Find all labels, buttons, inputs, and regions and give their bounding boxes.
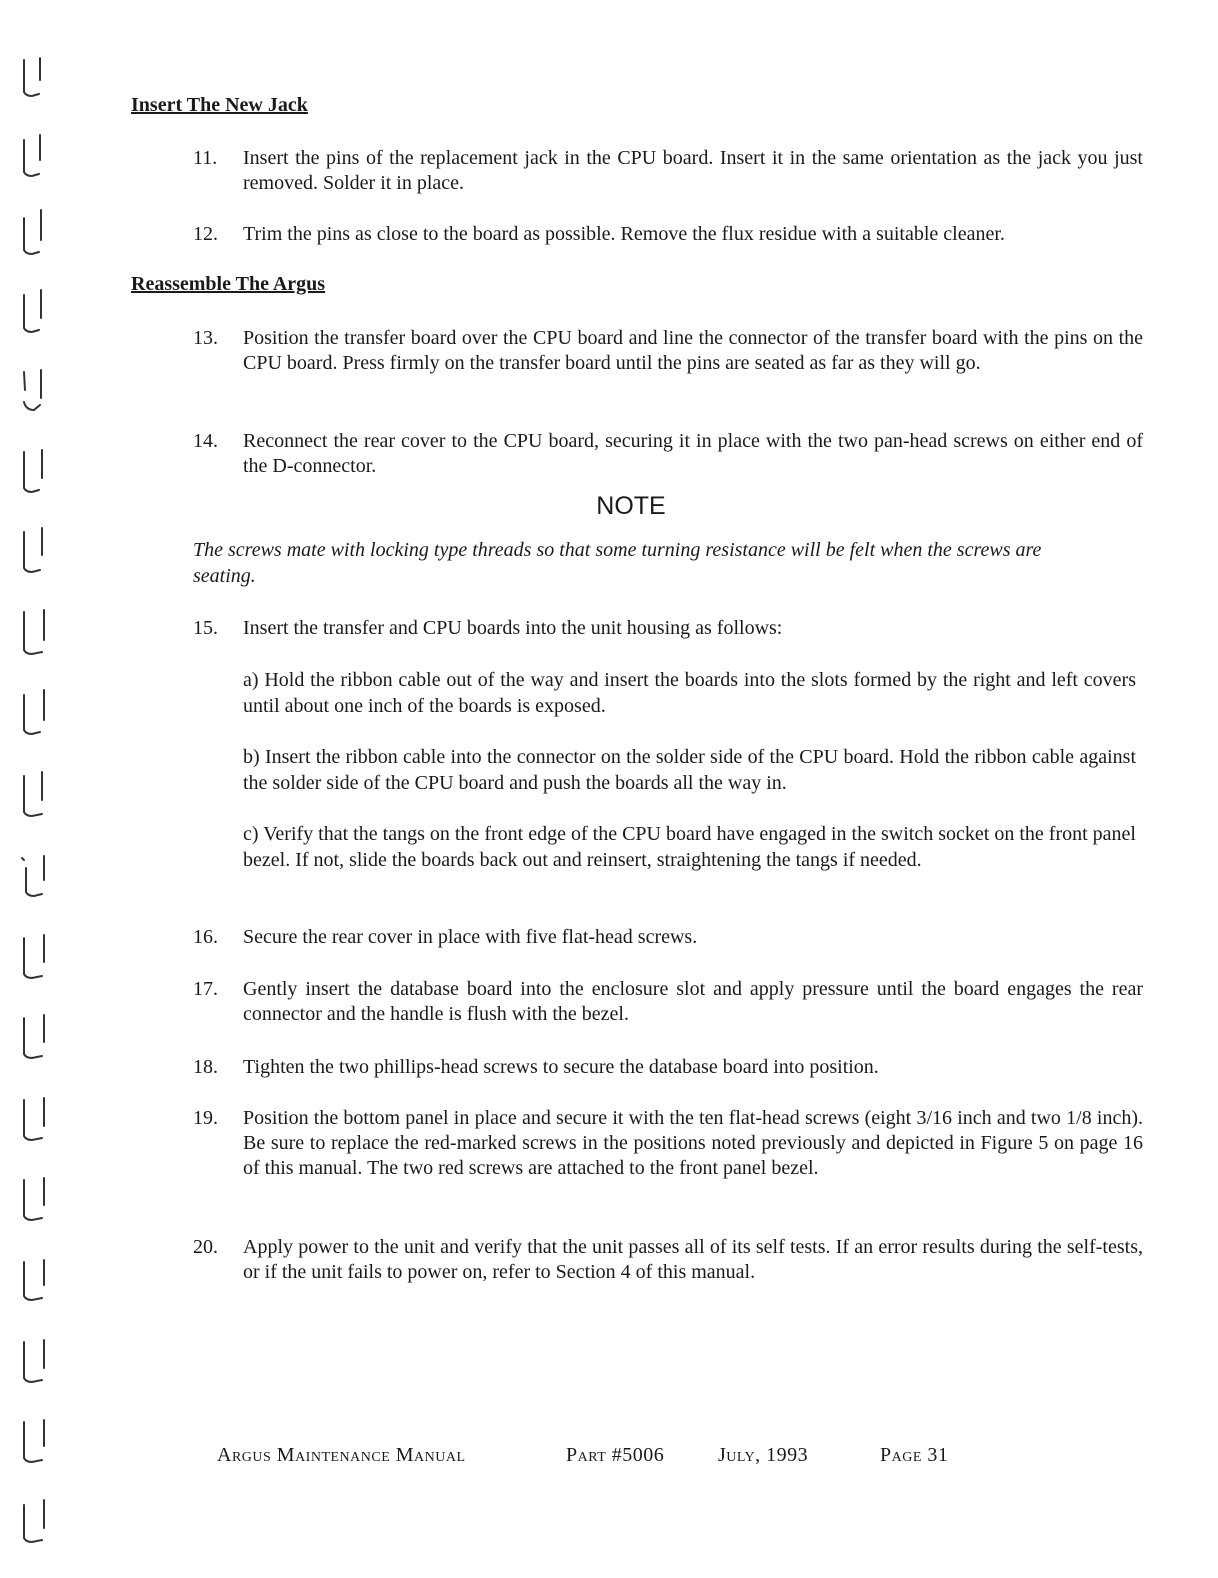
step-number: 18.	[193, 1056, 218, 1078]
step-15	[193, 616, 1143, 641]
substep-b: b) Insert the ribbon cable into the connector on the solder side of the CPU board. Hold the ribbon cable against the solder side of the CPU board and push the boards all the way in.	[243, 746, 1136, 794]
step-number: 20.	[193, 1236, 218, 1258]
footer-page-number: Page 31	[880, 1444, 949, 1466]
step-text: Position the bottom panel in place and secure it with the ten flat-head screws (eight 3/16 inch and two 1/8 inch). Be sure to replace the red-marked screws in the positions noted previously and depicted in Figure 5 on page 16 of this manual. The two red screws are attached to the front panel bezel.	[243, 1107, 1143, 1179]
footer-date: July, 1993	[718, 1444, 809, 1466]
note-title: NOTE	[596, 492, 666, 520]
step-20	[193, 1235, 1143, 1285]
step-13	[193, 326, 1143, 376]
step-number: 12.	[193, 223, 218, 245]
step-18	[193, 1055, 1143, 1080]
section-heading-reassemble: Reassemble The Argus	[131, 273, 326, 295]
step-11	[193, 146, 1143, 196]
step-number: 11.	[193, 147, 218, 169]
step-text: Insert the transfer and CPU boards into the unit housing as follows:	[243, 617, 783, 639]
step-12	[193, 222, 1143, 247]
step-17	[193, 977, 1143, 1027]
step-number: 19.	[193, 1107, 218, 1129]
step-text: Trim the pins as close to the board as possible. Remove the flux residue with a suitable cleaner.	[243, 223, 1005, 245]
footer-manual-title: Argus Maintenance Manual	[217, 1444, 466, 1466]
step-text: Position the transfer board over the CPU board and line the connector of the transfer board with the pins on the CPU board. Press firmly on the transfer board until the pins are seated as far as they will go.	[243, 327, 1143, 374]
substep-c: c) Verify that the tangs on the front edge of the CPU board have engaged in the switch socket on the front panel bezel. If not, slide the boards back out and reinsert, straightening the tangs if needed.	[243, 823, 1136, 871]
step-text: Secure the rear cover in place with five flat-head screws.	[243, 926, 698, 948]
step-number: 17.	[193, 978, 218, 1000]
step-text: Reconnect the rear cover to the CPU board, securing it in place with the two pan-head screws on either end of the D-connector.	[243, 430, 1143, 477]
step-16	[193, 925, 1143, 950]
step-text: Gently insert the database board into the enclosure slot and apply pressure until the board engages the rear connector and the handle is flush with the bezel.	[243, 978, 1143, 1025]
section-heading-insert-jack: Insert The New Jack	[131, 94, 308, 116]
step-number: 16.	[193, 926, 218, 948]
footer-part-number: Part #5006	[566, 1444, 665, 1466]
substep-a: a) Hold the ribbon cable out of the way and insert the boards into the slots formed by the right and left covers until about one inch of the boards is exposed.	[243, 669, 1136, 717]
step-text: Insert the pins of the replacement jack in the CPU board. Insert it in the same orientation as the jack you just removed. Solder it in place.	[243, 147, 1143, 194]
step-text: Apply power to the unit and verify that the unit passes all of its self tests. If an error results during the self-tests, or if the unit fails to power on, refer to Section 4 of this manual.	[243, 1236, 1143, 1283]
note-text: The screws mate with locking type threads so that some turning resistance will be felt when the screws are seating.	[193, 539, 1042, 587]
step-19	[193, 1106, 1143, 1181]
step-14	[193, 429, 1143, 479]
step-number: 13.	[193, 327, 218, 349]
step-number: 14.	[193, 430, 218, 452]
step-text: Tighten the two phillips-head screws to secure the database board into position.	[243, 1056, 879, 1078]
step-number: 15.	[193, 617, 218, 639]
